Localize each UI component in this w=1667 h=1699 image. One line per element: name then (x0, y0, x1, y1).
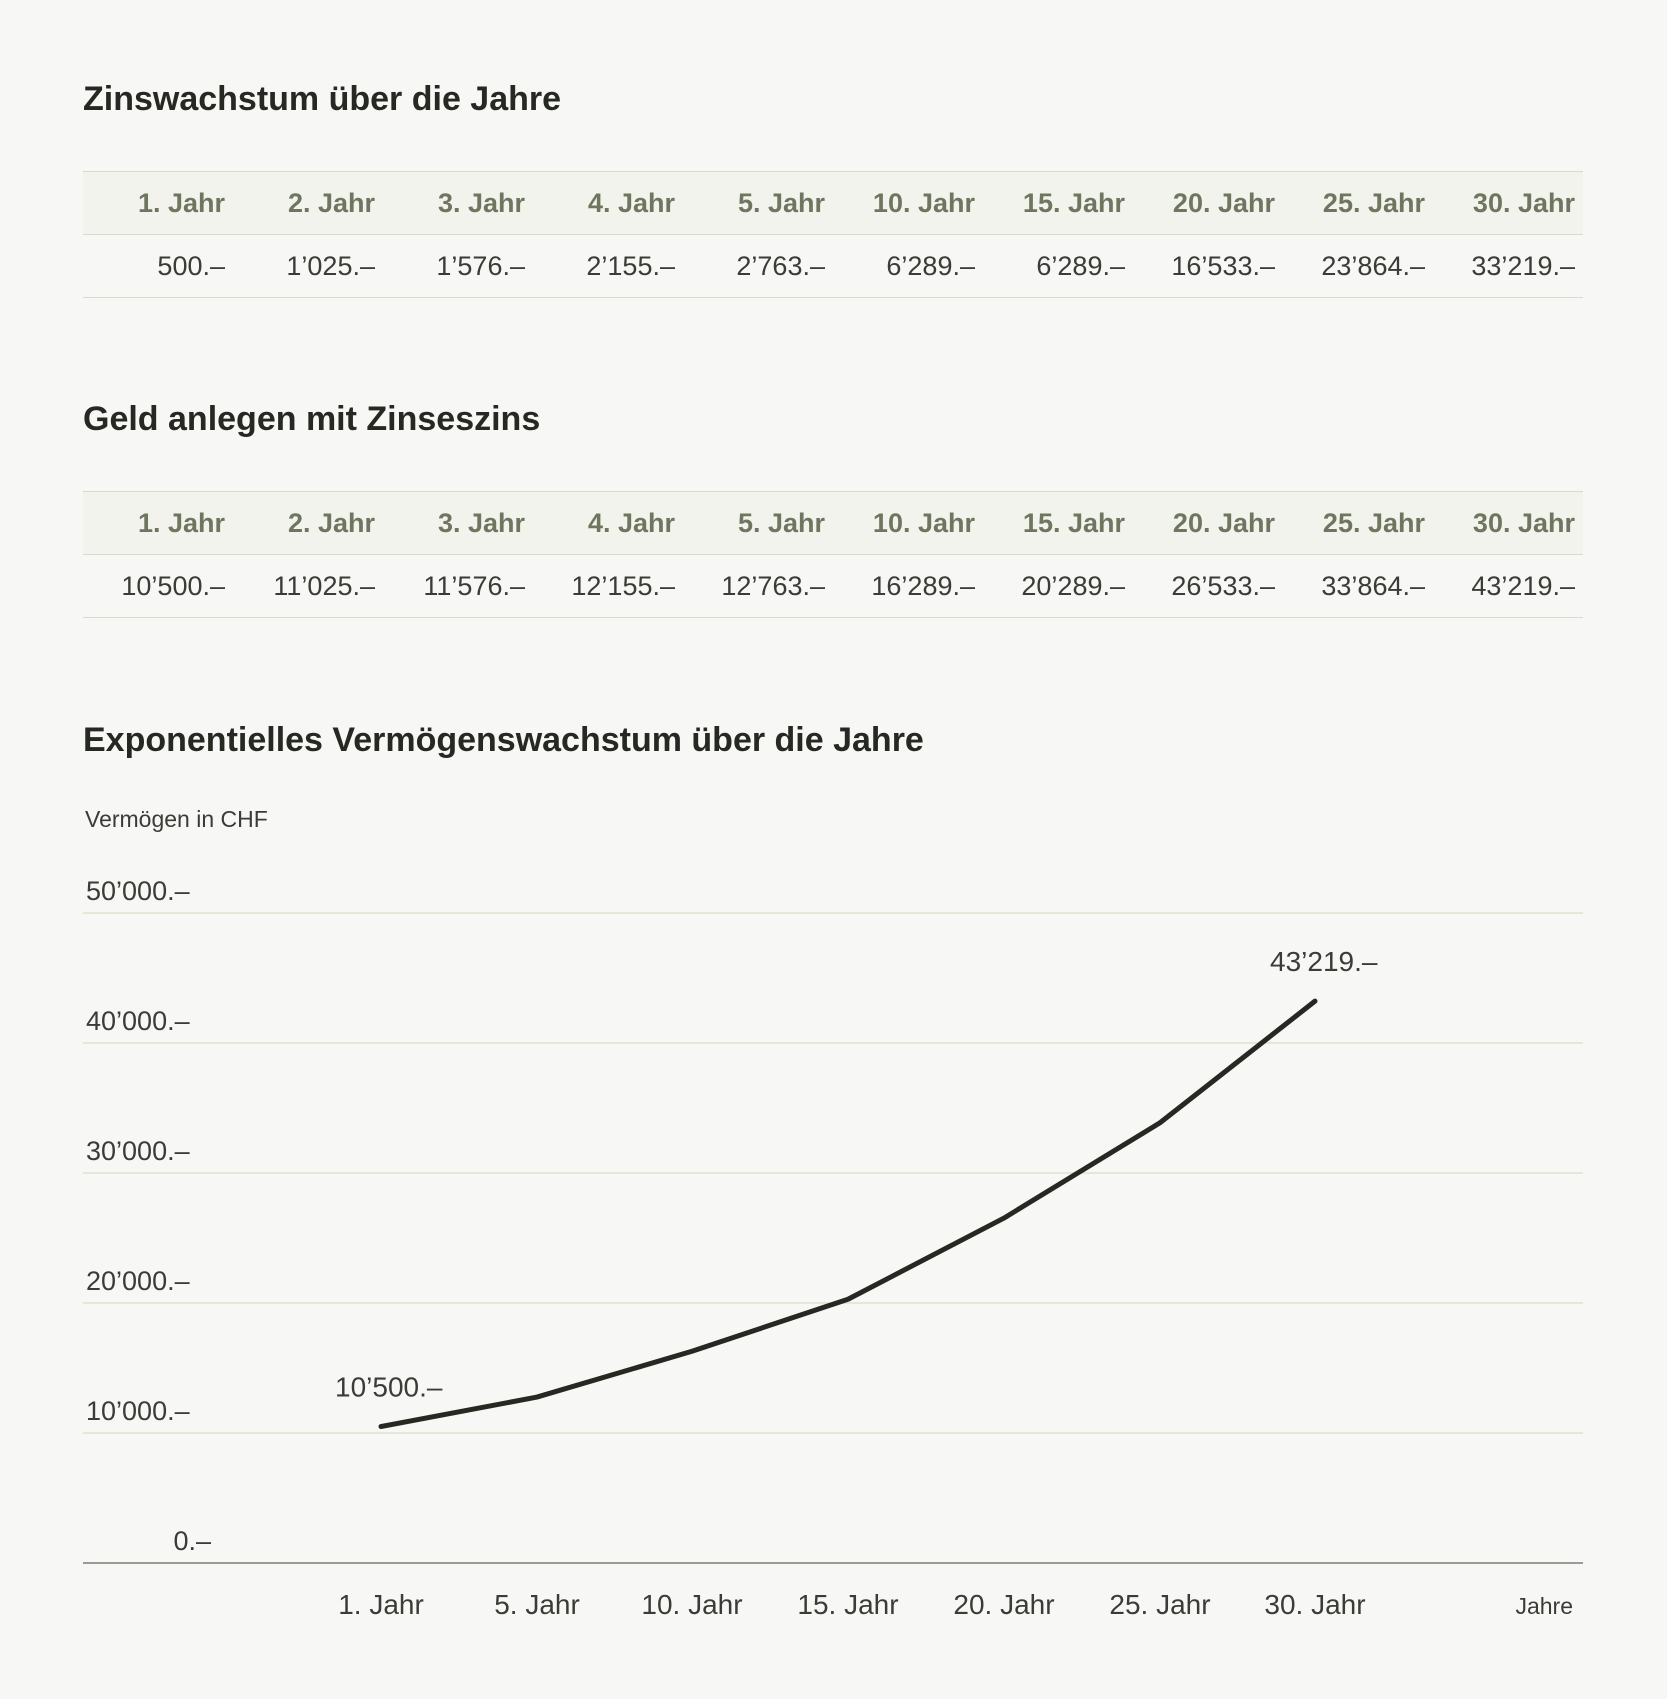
data-label: 10’500.– (335, 1371, 443, 1403)
x-tick-label: 5. Jahr (494, 1589, 580, 1620)
y-tick-label: 0.– (173, 1526, 211, 1556)
series-line (381, 1001, 1315, 1426)
compound-interest-title: Geld anlegen mit Zinseszins (83, 400, 541, 438)
x-tick-label: 30. Jahr (1264, 1589, 1366, 1620)
compound-cell-5: 16’289.– (833, 555, 983, 618)
compound-cell-6: 20’289.– (983, 555, 1133, 618)
column-header-0: 1. Jahr (83, 492, 233, 555)
column-header-2: 3. Jahr (383, 492, 533, 555)
column-header-8: 25. Jahr (1283, 172, 1433, 235)
column-header-5: 10. Jahr (833, 172, 983, 235)
interest-cell-7: 16’533.– (1133, 235, 1283, 298)
interest-growth-title: Zinswachstum über die Jahre (83, 80, 562, 118)
column-header-9: 30. Jahr (1433, 492, 1583, 555)
column-header-4: 5. Jahr (683, 172, 833, 235)
interest-cell-2: 1’576.– (383, 235, 533, 298)
interest-cell-1: 1’025.– (233, 235, 383, 298)
column-header-3: 4. Jahr (533, 172, 683, 235)
interest-cell-4: 2’763.– (683, 235, 833, 298)
compound-cell-3: 12’155.– (533, 555, 683, 618)
column-header-8: 25. Jahr (1283, 492, 1433, 555)
compound-cell-7: 26’533.– (1133, 555, 1283, 618)
interest-cell-8: 23’864.– (1283, 235, 1433, 298)
compound-cell-9: 43’219.– (1433, 555, 1583, 618)
interest-cell-6: 6’289.– (983, 235, 1133, 298)
x-tick-label: 1. Jahr (338, 1589, 424, 1620)
chart-title: Exponentielles Vermögenswachstum über die Jahre (83, 721, 924, 759)
x-tick-label: 15. Jahr (797, 1589, 899, 1620)
column-header-6: 15. Jahr (983, 172, 1133, 235)
y-tick-label: 30’000.– (86, 1136, 190, 1166)
x-tick-label: 20. Jahr (953, 1589, 1055, 1620)
y-tick-label: 40’000.– (86, 1006, 190, 1036)
compound-cell-1: 11’025.– (233, 555, 383, 618)
column-header-9: 30. Jahr (1433, 172, 1583, 235)
column-header-1: 2. Jahr (233, 492, 383, 555)
x-tick-label: 10. Jahr (641, 1589, 743, 1620)
column-header-5: 10. Jahr (833, 492, 983, 555)
x-axis-title: Jahre (1515, 1593, 1573, 1619)
y-tick-label: 10’000.– (86, 1396, 190, 1426)
column-header-6: 15. Jahr (983, 492, 1133, 555)
x-tick-label: 25. Jahr (1109, 1589, 1211, 1620)
compound-cell-8: 33’864.– (1283, 555, 1433, 618)
compound-cell-0: 10’500.– (83, 555, 233, 618)
interest-cell-3: 2’155.– (533, 235, 683, 298)
interest-cell-0: 500.– (83, 235, 233, 298)
column-header-7: 20. Jahr (1133, 172, 1283, 235)
column-header-1: 2. Jahr (233, 172, 383, 235)
column-header-4: 5. Jahr (683, 492, 833, 555)
y-tick-label: 50’000.– (86, 876, 190, 906)
interest-cell-5: 6’289.– (833, 235, 983, 298)
compound-cell-2: 11’576.– (383, 555, 533, 618)
column-header-3: 4. Jahr (533, 492, 683, 555)
column-header-7: 20. Jahr (1133, 492, 1283, 555)
y-axis-title: Vermögen in CHF (85, 806, 268, 832)
data-label: 43’219.– (1270, 946, 1378, 978)
y-tick-label: 20’000.– (86, 1266, 190, 1296)
compound-cell-4: 12’763.– (683, 555, 833, 618)
column-header-0: 1. Jahr (83, 172, 233, 235)
interest-cell-9: 33’219.– (1433, 235, 1583, 298)
column-header-2: 3. Jahr (383, 172, 533, 235)
